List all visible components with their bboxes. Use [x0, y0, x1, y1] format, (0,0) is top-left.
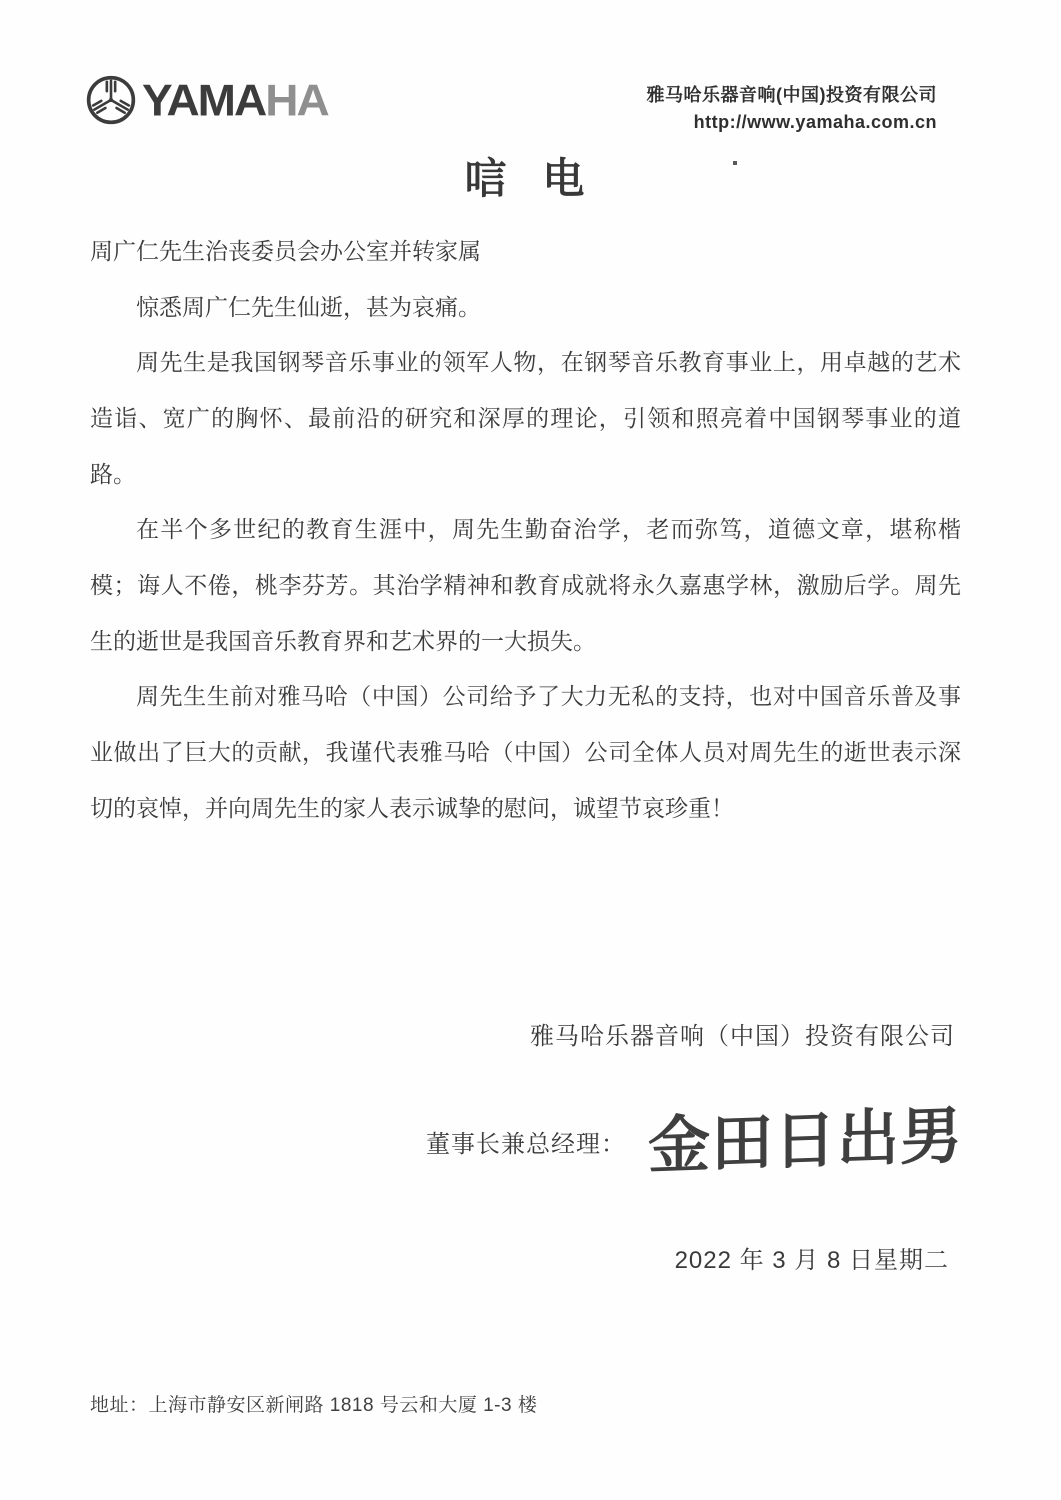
- body-paragraph: 惊悉周广仁先生仙逝，甚为哀痛。: [136, 293, 481, 320]
- yamaha-tuning-fork-icon: [85, 74, 137, 126]
- letter-date: 2022 年 3 月 8 日星期二: [674, 1247, 949, 1274]
- letter-header: [85, 74, 937, 136]
- header-company-name: 雅马哈乐器音响(中国)投资有限公司: [646, 85, 937, 105]
- body-paragraph: 周先生是我国钢琴音乐事业的领军人物，在钢琴音乐教育事业上，用卓越的艺术造诣、宽广的胸怀、最前沿的研究和深厚的理论，引领和照亮着中国钢琴事业的道路。: [90, 349, 961, 487]
- wordmark-light: HA: [265, 75, 328, 125]
- recipient-line: 周广仁先生治丧委员会办公室并转家属: [90, 238, 481, 264]
- signature-row: [426, 1092, 963, 1191]
- closing-company-name: 雅马哈乐器音响（中国）投资有限公司: [530, 1023, 955, 1050]
- body-paragraph: 周先生生前对雅马哈（中国）公司给予了大力无私的支持，也对中国音乐普及事业做出了巨大的贡献，我谨代表雅马哈（中国）公司全体人员对周先生的逝世表示深切的哀悼，并向周先生的家人表示诚挚的慰问，诚望节哀珍重！: [90, 683, 961, 821]
- signer-title-label: 董事长兼总经理：: [425, 1131, 626, 1159]
- body-paragraph: 在半个多世纪的教育生涯中，周先生勤奋治学，老而弥笃，道德文章，堪称楷模；诲人不倦，桃李芬芳。其治学精神和教育成就将永久嘉惠学林，激励后学。周先生的逝世是我国音乐教育界和艺术界的一大损失。: [90, 516, 961, 654]
- letter-title: 唁 电: [464, 155, 597, 202]
- header-company-block: [647, 82, 938, 136]
- wordmark-dark: YAMA: [142, 75, 266, 125]
- scan-speck: [733, 161, 737, 165]
- footer-address: 地址：上海市静安区新闸路 1818 号云和大厦 1-3 楼: [90, 1395, 538, 1416]
- yamaha-wordmark: [142, 75, 328, 125]
- handwritten-signature: 金田日出男: [648, 1101, 963, 1182]
- yamaha-logo: [85, 74, 328, 126]
- letter-body: [90, 224, 961, 836]
- header-website-url: http://www.yamaha.com.cn: [693, 112, 937, 132]
